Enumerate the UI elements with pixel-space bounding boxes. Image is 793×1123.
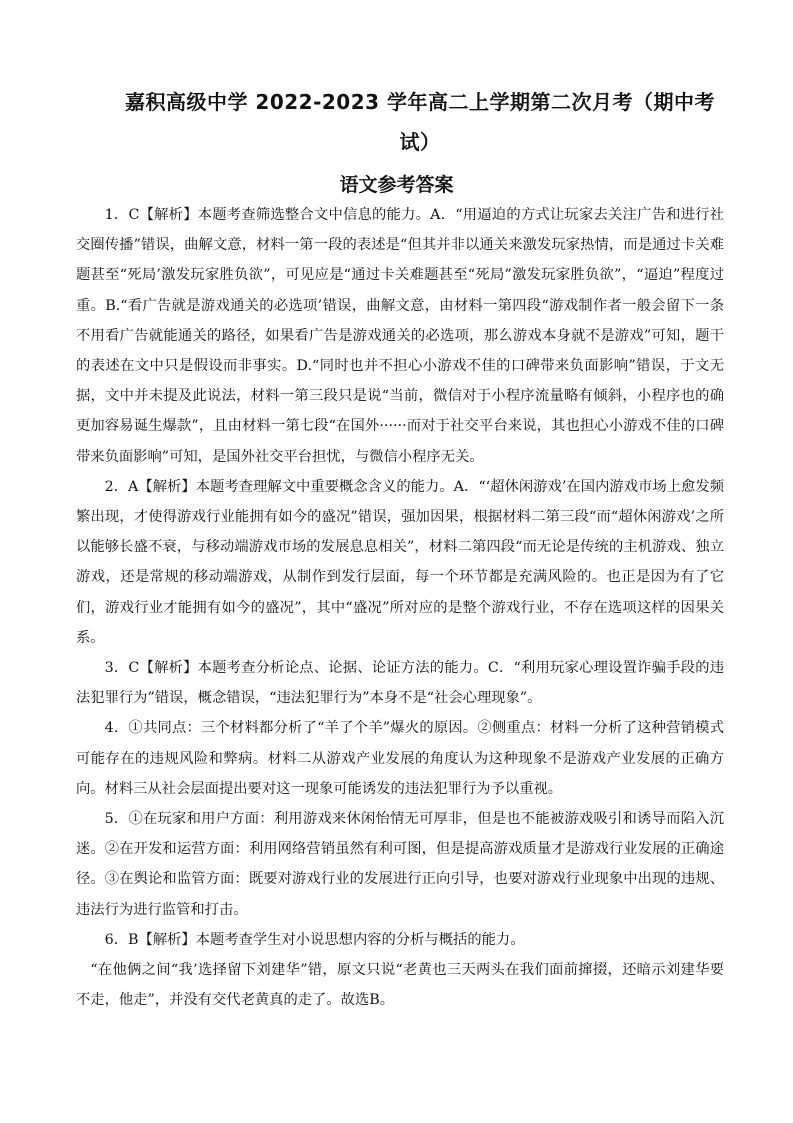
page-title: 嘉积高级中学 2022-2023 学年高二上学期第二次月考（期中考 bbox=[124, 90, 716, 114]
answer-list bbox=[76, 200, 724, 1015]
page-subtitle: 语文参考答案 bbox=[339, 174, 454, 196]
answer-4: 4．①共同点：三个材料都分析了“羊了个羊”爆火的原因。②侧重点：材料一分析了这种营销模式可能存在的违规风险和弊病。材料二从游戏产业发展的角度认为这种现象不是游戏产业发展的正确方向。材料三从社会层面提出要对这一现象可能诱发的违法犯罪行为予以重视。 bbox=[76, 720, 724, 797]
answer-6-explanation: “在他俩之间“我’选择留下刘建华”错，原文只说“老黄也三天两头在我们面前撺掇，还暗示刘建华要不走，他走”，并没有交代老黄真的走了。故选B。 bbox=[76, 962, 724, 1009]
page-title-continued: 试） bbox=[399, 130, 441, 154]
answer-1: 1．C【解析】本题考查筛选整合文中信息的能力。A．“用逼迫的方式让玩家去关注广告和进行社交圈传播”错误，曲解文意，材料一第一段的表述是“但其并非以通关来激发玩家热情，而是通过卡关难题甚至“死局’激发玩家胜负欲”，可见应是“通过卡关难题甚至“死局”激发玩家胜负欲”，“逼迫”程度过重。B.“看广告就是游戏通关的必选项’错误，曲解文意，由材料一第四段“游戏制作者一般会留下一条不用看广告就能通关的路径，如果看广告是游戏通关的必选项，那么游戏本身就不是游戏”可知，题干的表述在文中只是假设而非事实。D.“同时也并不担心小游戏不佳的口碑带来负面影响”错误，于文无据，文中并未提及此说法，材料一第三段只是说“当前，微信对于小程序流量略有倾斜，小程序也的确更加容易诞生爆款”，且由材料一第七段“在国外······而对于社交平台来说，其也担心小游戏不佳的口碑带来负面影响”可知，是国外社交平台担忧，与微信小程序无关。 bbox=[76, 207, 724, 465]
answer-3: 3．C【解析】本题考查分析论点、论据、论证方法的能力。C．“利用玩家心理设置诈骗手段的违法犯罪行为”错误，概念错误，“违法犯罪行为”本身不是“社会心理现象”。 bbox=[76, 660, 724, 707]
answer-2: 2．A【解析】本题考查理解文中重要概念含义的能力。A．“‘超休闲游戏’在国内游戏市场上愈发频繁出现，才使得游戏行业能拥有如今的盛况”错误，强加因果，根据材料二第三段“而“超休闲游戏’之所以能够长盛不衰，与移动端游戏市场的发展息息相关”，材料二第四段“而无论是传统的主机游戏、独立游戏，还是常规的移动端游戏，从制作到发行层面，每一个环节都是充满风险的。也正是因为有了它们，游戏行业才能拥有如今的盛况”，其中“盛况”所对应的是整个游戏行业，不存在选项这样的因果关系。 bbox=[76, 478, 724, 646]
answer-6: 6．B【解析】本题考查学生对小说思想内容的分析与概括的能力。 bbox=[104, 931, 525, 948]
answer-5: 5．①在玩家和用户方面：利用游戏来休闲怡情无可厚非，但是也不能被游戏吸引和诱导而陷入沉迷。②在开发和运营方面：利用网络营销虽然有利可图，但是提高游戏质量才是游戏行业发展的正确途径。③在舆论和监管方面：既要对游戏行业的发展进行正向引导，也要对游戏行业现象中出现的违规、违法行为进行监管和打击。 bbox=[76, 811, 724, 918]
